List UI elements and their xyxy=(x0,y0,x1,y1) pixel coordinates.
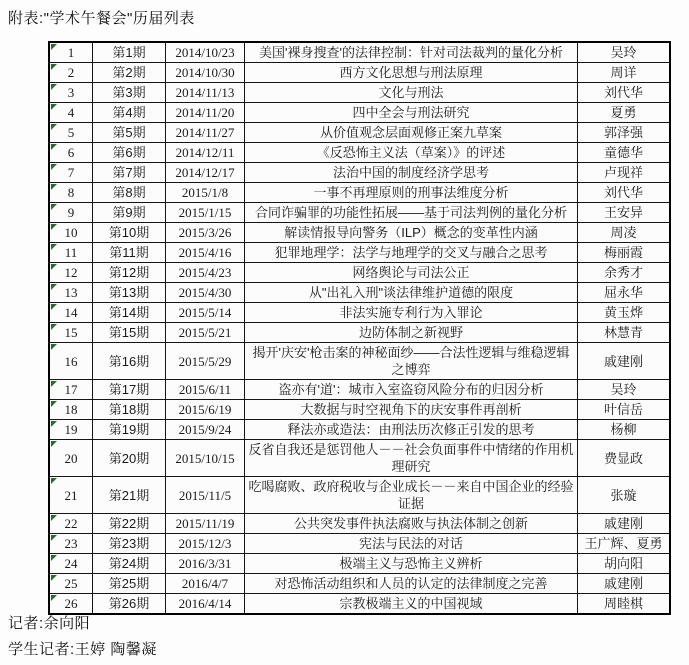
green-corner-marker-icon xyxy=(51,595,57,601)
cell-speaker: 林慧青 xyxy=(578,323,671,343)
cell-no xyxy=(49,243,93,263)
row-number: 19 xyxy=(64,422,78,437)
green-corner-marker-icon xyxy=(51,555,57,561)
cell-date: 2014/11/13 xyxy=(166,83,245,103)
cell-session: 第9期 xyxy=(93,203,166,223)
cell-speaker: 刘代华 xyxy=(578,183,671,203)
row-number: 23 xyxy=(64,536,78,551)
cell-session: 第16期 xyxy=(93,343,166,380)
table-row xyxy=(49,103,670,123)
row-number: 3 xyxy=(67,85,75,100)
cell-speaker: 梅丽霞 xyxy=(578,243,671,263)
cell-speaker: 童德华 xyxy=(578,143,671,163)
cell-topic: 犯罪地理学：法学与地理学的交叉与融合之思考 xyxy=(245,243,578,263)
green-corner-marker-icon xyxy=(51,164,57,170)
row-number: 9 xyxy=(67,205,75,220)
cell-topic: 宪法与民法的对话 xyxy=(245,534,578,554)
green-corner-marker-icon xyxy=(51,515,57,521)
row-number: 1 xyxy=(67,45,75,60)
green-corner-marker-icon xyxy=(51,244,57,250)
cell-date: 2015/5/29 xyxy=(166,343,245,380)
cell-session: 第2期 xyxy=(93,63,166,83)
row-number: 14 xyxy=(64,305,78,320)
sessions-table-body xyxy=(49,42,670,614)
cell-date: 2015/5/21 xyxy=(166,323,245,343)
cell-no xyxy=(49,400,93,420)
cell-no xyxy=(49,263,93,283)
cell-speaker: 戚建刚 xyxy=(578,574,671,594)
table-row xyxy=(49,163,670,183)
cell-topic: 合同诈骗罪的功能性拓展——基于司法判例的量化分析 xyxy=(245,203,578,223)
cell-session: 第1期 xyxy=(93,42,166,63)
cell-date: 2016/4/14 xyxy=(166,594,245,615)
cell-date: 2015/6/11 xyxy=(166,380,245,400)
cell-no xyxy=(49,534,93,554)
cell-session: 第22期 xyxy=(93,514,166,534)
row-number: 13 xyxy=(64,285,78,300)
table-row xyxy=(49,63,670,83)
cell-date: 2015/11/19 xyxy=(166,514,245,534)
cell-date: 2014/11/20 xyxy=(166,103,245,123)
green-corner-marker-icon xyxy=(51,575,57,581)
cell-speaker: 周凌 xyxy=(578,223,671,243)
cell-no xyxy=(49,183,93,203)
cell-date: 2014/10/23 xyxy=(166,42,245,63)
cell-no xyxy=(49,103,93,123)
table-row xyxy=(49,303,670,323)
cell-session: 第14期 xyxy=(93,303,166,323)
table-row xyxy=(49,283,670,303)
cell-date: 2016/4/7 xyxy=(166,574,245,594)
table-row xyxy=(49,594,670,615)
cell-speaker: 刘代华 xyxy=(578,83,671,103)
cell-topic: 释法亦或造法：由刑法历次修正引发的思考 xyxy=(245,420,578,440)
green-corner-marker-icon xyxy=(51,401,57,407)
table-row xyxy=(49,534,670,554)
green-corner-marker-icon xyxy=(51,104,57,110)
row-number: 5 xyxy=(67,125,75,140)
table-row xyxy=(49,223,670,243)
green-corner-marker-icon xyxy=(51,64,57,70)
table-row xyxy=(49,123,670,143)
table-row xyxy=(49,83,670,103)
row-number: 8 xyxy=(67,185,75,200)
green-corner-marker-icon xyxy=(51,324,57,330)
cell-session: 第25期 xyxy=(93,574,166,594)
cell-session: 第3期 xyxy=(93,83,166,103)
cell-topic: 边防体制之新视野 xyxy=(245,323,578,343)
cell-speaker: 余秀才 xyxy=(578,263,671,283)
table-row xyxy=(49,380,670,400)
cell-no xyxy=(49,283,93,303)
table-row xyxy=(49,243,670,263)
page-title: 附表:"学术午餐会"历届列表 xyxy=(8,10,195,27)
cell-date: 2015/4/23 xyxy=(166,263,245,283)
cell-speaker: 周睦棋 xyxy=(578,594,671,615)
cell-speaker: 张璇 xyxy=(578,477,671,514)
row-number: 21 xyxy=(64,487,78,503)
cell-date: 2014/12/17 xyxy=(166,163,245,183)
row-number: 24 xyxy=(64,556,78,571)
cell-session: 第8期 xyxy=(93,183,166,203)
table-row xyxy=(49,420,670,440)
cell-topic: 美国'裸身搜查'的法律控制：针对司法裁判的量化分析 xyxy=(245,42,578,63)
cell-speaker: 杨柳 xyxy=(578,420,671,440)
cell-topic: 从价值观念层面观修正案九草案 xyxy=(245,123,578,143)
table-row xyxy=(49,574,670,594)
cell-date: 2015/12/3 xyxy=(166,534,245,554)
cell-date: 2015/4/16 xyxy=(166,243,245,263)
cell-session: 第4期 xyxy=(93,103,166,123)
cell-session: 第19期 xyxy=(93,420,166,440)
cell-session: 第15期 xyxy=(93,323,166,343)
cell-speaker: 王广辉、夏勇 xyxy=(578,534,671,554)
cell-no xyxy=(49,343,93,380)
cell-session: 第7期 xyxy=(93,163,166,183)
cell-topic: 法治中国的制度经济学思考 xyxy=(245,163,578,183)
cell-topic: 盗亦有'道'：城市入室盗窃风险分布的归因分析 xyxy=(245,380,578,400)
cell-date: 2015/4/30 xyxy=(166,283,245,303)
cell-date: 2015/1/8 xyxy=(166,183,245,203)
cell-topic: 极端主义与恐怖主义辨析 xyxy=(245,554,578,574)
cell-topic: 吃喝腐败、政府税收与企业成长－－来自中国企业的经验证据 xyxy=(245,477,578,514)
row-number: 15 xyxy=(64,325,78,340)
cell-session: 第21期 xyxy=(93,477,166,514)
table-row xyxy=(49,440,670,477)
cell-date: 2014/12/11 xyxy=(166,143,245,163)
cell-session: 第11期 xyxy=(93,243,166,263)
cell-speaker: 周详 xyxy=(578,63,671,83)
cell-session: 第23期 xyxy=(93,534,166,554)
cell-speaker: 胡向阳 xyxy=(578,554,671,574)
cell-date: 2015/9/24 xyxy=(166,420,245,440)
cell-speaker: 郭泽强 xyxy=(578,123,671,143)
cell-topic: 西方文化思想与刑法原理 xyxy=(245,63,578,83)
green-corner-marker-icon xyxy=(51,441,57,447)
cell-no xyxy=(49,380,93,400)
cell-topic: 文化与刑法 xyxy=(245,83,578,103)
table-row xyxy=(49,183,670,203)
green-corner-marker-icon xyxy=(51,204,57,210)
table-row xyxy=(49,143,670,163)
cell-no xyxy=(49,303,93,323)
cell-no xyxy=(49,42,93,63)
cell-no xyxy=(49,203,93,223)
cell-no xyxy=(49,83,93,103)
row-number: 26 xyxy=(64,596,78,611)
cell-date: 2015/5/14 xyxy=(166,303,245,323)
cell-topic: 大数据与时空视角下的庆安事件再剖析 xyxy=(245,400,578,420)
green-corner-marker-icon xyxy=(51,264,57,270)
cell-no xyxy=(49,440,93,477)
cell-session: 第24期 xyxy=(93,554,166,574)
cell-session: 第12期 xyxy=(93,263,166,283)
row-number: 17 xyxy=(64,382,78,397)
cell-date: 2015/10/15 xyxy=(166,440,245,477)
row-number: 11 xyxy=(64,245,78,260)
table-row xyxy=(49,323,670,343)
cell-speaker: 卢现祥 xyxy=(578,163,671,183)
cell-topic: 从"出礼入刑"谈法律维护道德的限度 xyxy=(245,283,578,303)
cell-speaker: 叶信岳 xyxy=(578,400,671,420)
row-number: 6 xyxy=(67,145,75,160)
cell-speaker: 吴玲 xyxy=(578,42,671,63)
cell-date: 2015/11/5 xyxy=(166,477,245,514)
table-row xyxy=(49,477,670,514)
cell-speaker: 戚建刚 xyxy=(578,514,671,534)
table-row xyxy=(49,400,670,420)
green-corner-marker-icon xyxy=(51,421,57,427)
reporter-line: 记者:余向阳 xyxy=(8,615,91,632)
table-row xyxy=(49,554,670,574)
cell-speaker: 夏勇 xyxy=(578,103,671,123)
table-row xyxy=(49,203,670,223)
cell-topic: 公共突发事件执法腐败与执法体制之创新 xyxy=(245,514,578,534)
green-corner-marker-icon xyxy=(51,284,57,290)
cell-date: 2014/10/30 xyxy=(166,63,245,83)
green-corner-marker-icon xyxy=(51,124,57,130)
table-row xyxy=(49,514,670,534)
cell-topic: 宗教极端主义的中国视域 xyxy=(245,594,578,615)
green-corner-marker-icon xyxy=(51,144,57,150)
cell-date: 2015/6/19 xyxy=(166,400,245,420)
cell-topic: 《反恐怖主义法（草案）》的评述 xyxy=(245,143,578,163)
cell-date: 2016/3/31 xyxy=(166,554,245,574)
cell-topic: 一事不再理原则的刑事法维度分析 xyxy=(245,183,578,203)
cell-session: 第10期 xyxy=(93,223,166,243)
cell-no xyxy=(49,223,93,243)
cell-speaker: 吴玲 xyxy=(578,380,671,400)
table-row xyxy=(49,263,670,283)
green-corner-marker-icon xyxy=(51,344,57,350)
row-number: 10 xyxy=(64,225,78,240)
cell-session: 第18期 xyxy=(93,400,166,420)
cell-topic: 非法实施专利行为入罪论 xyxy=(245,303,578,323)
cell-topic: 四中全会与刑法研究 xyxy=(245,103,578,123)
green-corner-marker-icon xyxy=(51,535,57,541)
cell-date: 2015/1/15 xyxy=(166,203,245,223)
cell-no xyxy=(49,420,93,440)
row-number: 4 xyxy=(67,105,75,120)
row-number: 7 xyxy=(67,165,75,180)
table-row xyxy=(49,343,670,380)
green-corner-marker-icon xyxy=(51,304,57,310)
student-reporters-line: 学生记者:王婷 陶馨凝 xyxy=(8,641,157,658)
cell-no xyxy=(49,554,93,574)
row-number: 22 xyxy=(64,516,78,531)
green-corner-marker-icon xyxy=(51,224,57,230)
cell-no xyxy=(49,574,93,594)
cell-date: 2014/11/27 xyxy=(166,123,245,143)
cell-speaker: 王安异 xyxy=(578,203,671,223)
green-corner-marker-icon xyxy=(51,184,57,190)
cell-speaker: 费显政 xyxy=(578,440,671,477)
green-corner-marker-icon xyxy=(51,84,57,90)
row-number: 16 xyxy=(64,353,78,369)
cell-speaker: 黄玉烨 xyxy=(578,303,671,323)
cell-topic: 对恐怖活动组织和人员的认定的法律制度之完善 xyxy=(245,574,578,594)
cell-no xyxy=(49,594,93,615)
cell-session: 第20期 xyxy=(93,440,166,477)
cell-session: 第13期 xyxy=(93,283,166,303)
green-corner-marker-icon xyxy=(51,381,57,387)
green-corner-marker-icon xyxy=(51,478,57,484)
table-row xyxy=(49,42,670,63)
cell-no xyxy=(49,514,93,534)
cell-speaker: 戚建刚 xyxy=(578,343,671,380)
cell-topic: 网络舆论与司法公正 xyxy=(245,263,578,283)
cell-speaker: 屈永华 xyxy=(578,283,671,303)
cell-topic: 解读情报导向警务（ILP）概念的变革性内涵 xyxy=(245,223,578,243)
cell-no xyxy=(49,123,93,143)
sessions-table xyxy=(48,41,671,615)
cell-session: 第17期 xyxy=(93,380,166,400)
cell-session: 第26期 xyxy=(93,594,166,615)
cell-topic: 揭开'庆安'枪击案的神秘面纱——合法性逻辑与维稳逻辑之博弈 xyxy=(245,343,578,380)
cell-date: 2015/3/26 xyxy=(166,223,245,243)
cell-topic: 反省自我还是惩罚他人－－社会负面事件中情绪的作用机理研究 xyxy=(245,440,578,477)
cell-no xyxy=(49,143,93,163)
row-number: 18 xyxy=(64,402,78,417)
row-number: 12 xyxy=(64,265,78,280)
cell-no xyxy=(49,163,93,183)
green-corner-marker-icon xyxy=(51,44,57,50)
row-number: 20 xyxy=(64,450,78,466)
cell-no xyxy=(49,477,93,514)
cell-no xyxy=(49,323,93,343)
row-number: 2 xyxy=(67,65,75,80)
cell-session: 第6期 xyxy=(93,143,166,163)
row-number: 25 xyxy=(64,576,78,591)
cell-no xyxy=(49,63,93,83)
cell-session: 第5期 xyxy=(93,123,166,143)
